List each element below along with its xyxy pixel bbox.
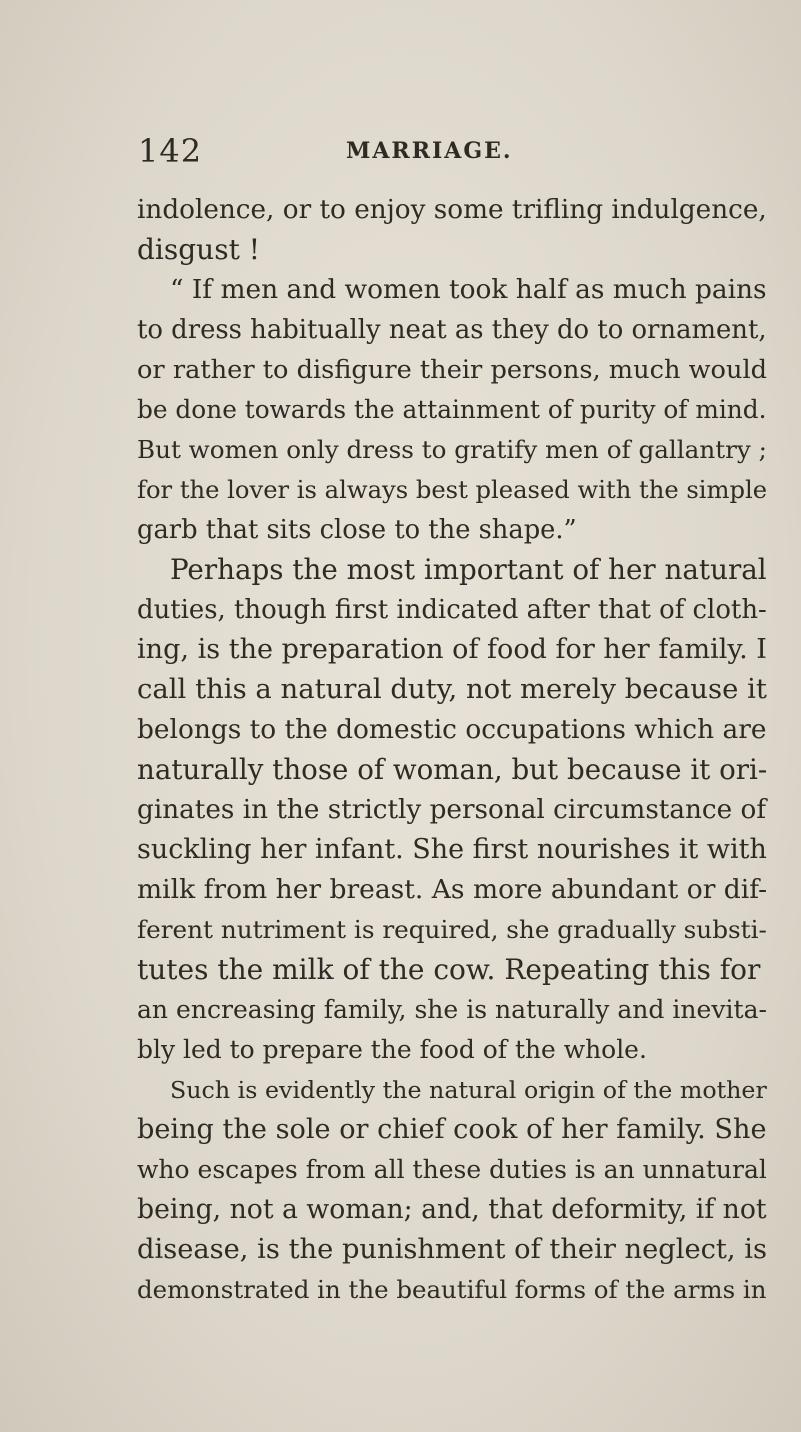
text-line: call this a natural duty, not merely because it	[137, 674, 767, 705]
text-line: ginates in the strictly personal circumstance of	[137, 795, 767, 825]
text-line: who escapes from all these duties is an unnatural	[137, 1155, 767, 1184]
text-line: milk from her breast. As more abundant or dif-	[137, 874, 768, 905]
text-line: “ If men and women took half as much pains	[170, 274, 767, 305]
text-line: Such is evidently the natural origin of the mother	[170, 1076, 767, 1104]
text-line: ing, is the preparation of food for her family. I	[137, 634, 767, 665]
text-line: demonstrated in the beautiful forms of the arms in	[137, 1275, 767, 1304]
text-line: disgust !	[137, 233, 260, 266]
text-line: being, not a woman; and, that deformity, if not	[137, 1194, 767, 1225]
page-number: 142	[138, 132, 203, 170]
text-line: belongs to the domestic occupations which are	[137, 714, 767, 745]
text-line: or rather to disfigure their persons, much would	[137, 355, 768, 385]
text-line: an encreasing family, she is naturally and inevita-	[137, 995, 767, 1024]
text-line: garb that sits close to the shape.”	[137, 515, 577, 545]
text-line: be done towards the attainment of purity of mind.	[137, 395, 767, 424]
text-line: tutes the milk of the cow. Repeating this for	[137, 953, 761, 986]
text-line: indolence, or to enjoy some trifling indulgence,	[137, 195, 767, 225]
text-line: for the lover is always best pleased with the simple	[137, 476, 768, 504]
text-line: to dress habitually neat as they do to ornament,	[137, 315, 767, 345]
text-line: ferent nutriment is required, she gradually substi-	[137, 915, 767, 944]
text-line: suckling her infant. She first nourishes it with	[137, 834, 767, 865]
running-head: MARRIAGE.	[346, 138, 513, 164]
text-line: being the sole or chief cook of her family. She	[137, 1114, 767, 1145]
text-line: Perhaps the most important of her natural	[170, 553, 767, 586]
text-line: duties, though first indicated after that of cloth-	[137, 595, 767, 625]
text-line: But women only dress to gratify men of gallantry ;	[137, 435, 767, 464]
text-line: bly led to prepare the food of the whole.	[137, 1035, 647, 1064]
page-header	[138, 132, 741, 180]
text-line: naturally those of woman, but because it ori-	[137, 753, 768, 786]
text-line: disease, is the punishment of their neglect, is	[137, 1234, 767, 1265]
